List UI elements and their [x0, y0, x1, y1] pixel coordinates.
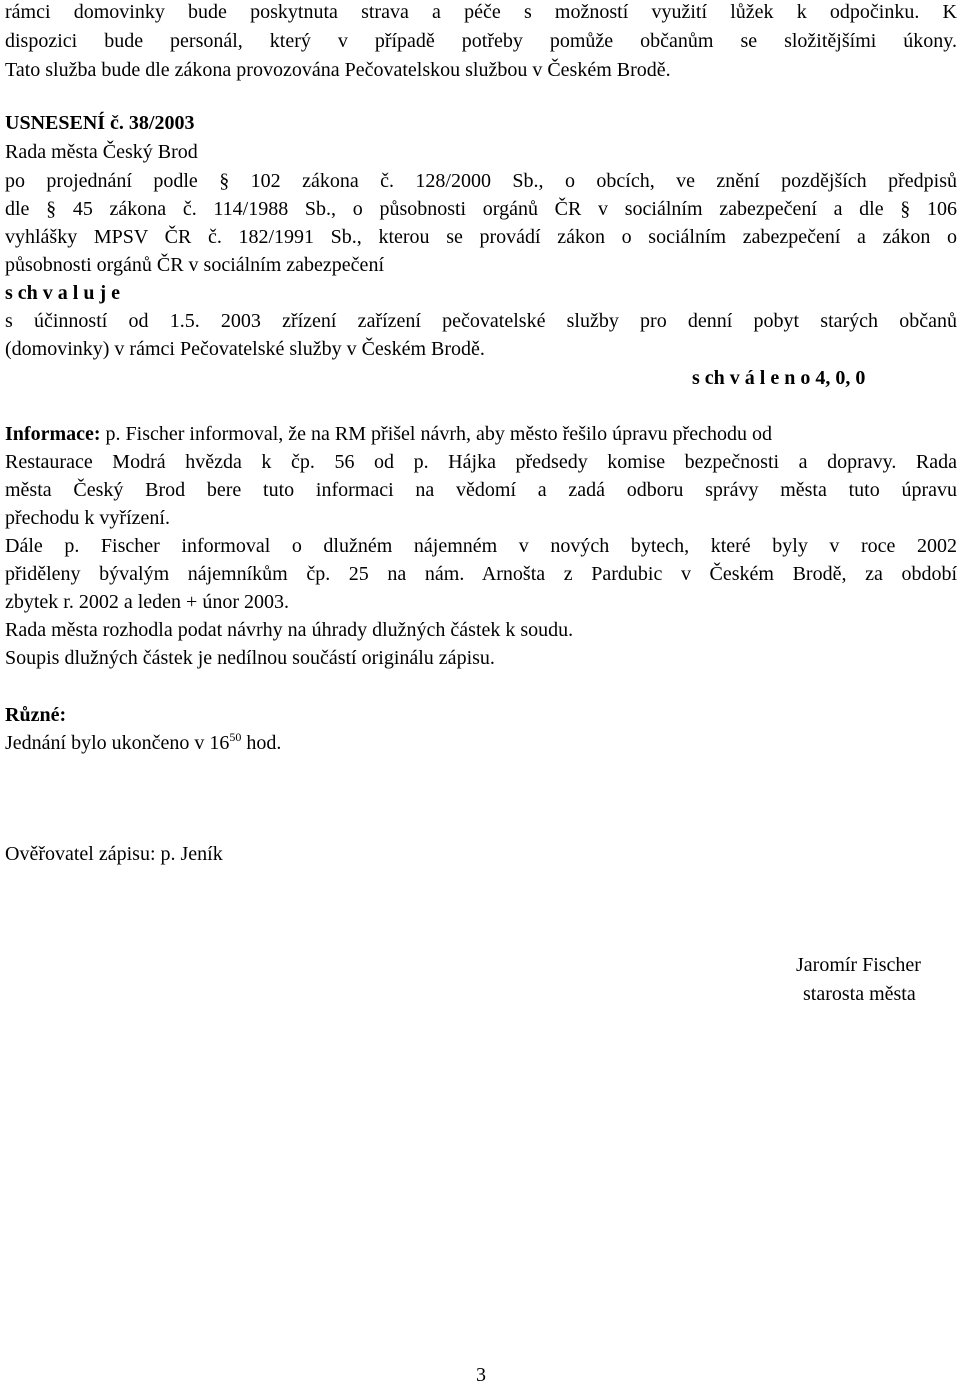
intro-line-2: dispozici bude personál, který v případě potřeby pomůže občanům se složitějšími úkony. — [5, 30, 957, 52]
information-line-1 — [5, 422, 772, 446]
resolution-line-1: po projednání podle § 102 zákona č. 128/2000 Sb., o obcích, ve znění pozdějších předpisů — [5, 170, 957, 192]
intro-line-1: rámci domovinky bude poskytnuta strava a péče s možností využití lůžek k odpočinku. K — [5, 1, 957, 23]
information-line-1-text: p. Fischer informoval, že na RM přišel návrh, aby město řešilo úpravu přechodu od — [100, 423, 773, 445]
resolution-approves: s ch v a l u j e — [5, 282, 120, 304]
closing-minutes: 50 — [229, 730, 242, 744]
information-line-2: Restaurace Modrá hvězda k čp. 56 od p. Hájka předsedy komise bezpečnosti a dopravy. Rada — [5, 451, 957, 473]
verifier: Ověřovatel zápisu: p. Jeník — [5, 843, 223, 865]
closing-suffix: hod. — [241, 732, 282, 754]
resolution-body-name: Rada města Český Brod — [5, 141, 198, 163]
page-number: 3 — [476, 1364, 486, 1386]
signature-title: starosta města — [803, 983, 916, 1005]
signature-name: Jaromír Fischer — [796, 954, 921, 976]
information-line-8: Rada města rozhodla podat návrhy na úhrady dlužných částek k soudu. — [5, 619, 574, 641]
information-line-7: zbytek r. 2002 a leden + únor 2003. — [5, 591, 289, 613]
resolution-line-4: působnosti orgánů ČR v sociálním zabezpečení — [5, 254, 384, 276]
information-line-3: města Český Brod bere tuto informaci na vědomí a zadá odboru správy města tuto úpravu — [5, 479, 957, 501]
misc-closing — [5, 731, 281, 755]
resolution-line-2: dle § 45 zákona č. 114/1988 Sb., o působnosti orgánů ČR v sociálním zabezpečení a dle § 106 — [5, 198, 957, 220]
misc-heading: Různé: — [5, 704, 67, 726]
closing-text: Jednání bylo ukončeno v 16 — [5, 732, 230, 754]
resolution-line-3: vyhlášky MPSV ČR č. 182/1991 Sb., kterou se provádí zákon o sociálním zabezpečení a zákon o — [5, 226, 957, 248]
resolution-line-5: s účinností od 1.5. 2003 zřízení zařízení pečovatelské služby pro denní pobyt starých občanů — [5, 310, 957, 332]
intro-line-3: Tato služba bude dle zákona provozována Pečovatelskou službou v Českém Brodě. — [5, 59, 671, 81]
information-line-9: Soupis dlužných částek je nedílnou součástí originálu zápisu. — [5, 647, 495, 669]
resolution-heading: USNESENÍ č. 38/2003 — [5, 112, 195, 134]
information-label: Informace: — [5, 423, 101, 445]
information-line-5: Dále p. Fischer informoval o dlužném nájemném v nových bytech, které byly v roce 2002 — [5, 535, 957, 557]
information-line-6: přiděleny bývalým nájemníkům čp. 25 na nám. Arnošta z Pardubic v Českém Brodě, za období — [5, 563, 957, 585]
resolution-line-6: (domovinky) v rámci Pečovatelské služby v Českém Brodě. — [5, 338, 485, 360]
resolution-vote: s ch v á l e n o 4, 0, 0 — [692, 367, 866, 389]
information-line-4: přechodu k vyřízení. — [5, 507, 170, 529]
